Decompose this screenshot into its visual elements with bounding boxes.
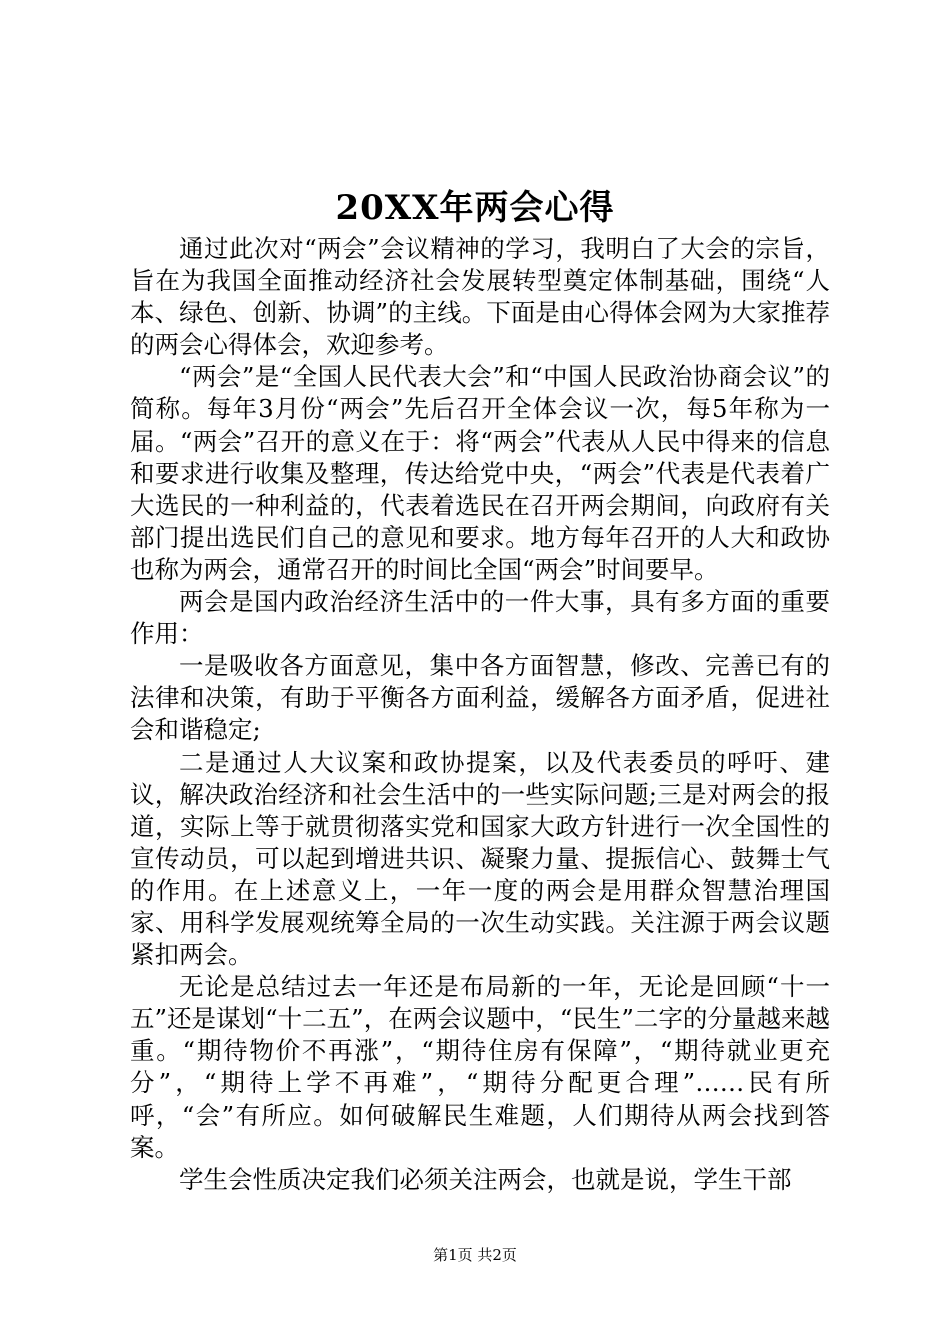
page-number-footer: 第1页 共2页 [433,1246,517,1264]
paragraph: 两会是国内政治经济生活中的一件大事，具有多方面的重要作用： [130,587,830,649]
paragraph: 学生会性质决定我们必须关注两会，也就是说，学生干部 [179,1164,792,1194]
paragraph: 通过此次对“两会”会议精神的学习，我明白了大会的宗旨，旨在为我国全面推动经济社会发展转型奠定体制基础，围绕“人本、绿色、创新、协调”的主线。下面是由心得体会网为大家推荐的两会心得体会，欢迎参考。 [130,234,830,360]
paragraph: “两会”是“全国人民代表大会”和“中国人民政治协商会议”的简称。每年3月份“两会”先后召开全体会议一次，每5年称为一届。“两会”召开的意义在于：将“两会”代表从人民中得来的信息和要求进行收集及整理，传达给党中央，“两会”代表是代表着广大选民的一种利益的，代表着选民在召开两会期间，向政府有关部门提出选民们自己的意见和要求。地方每年召开的人大和政协也称为两会，通常召开的时间比全国“两会”时间要早。 [130,362,830,584]
paragraph: 二是通过人大议案和政协提案，以及代表委员的呼吁、建议，解决政治经济和社会生活中的一些实际问题;三是对两会的报道，实际上等于就贯彻落实党和国家大政方针进行一次全国性的宣传动员，可以起到增进共识、凝聚力量、提振信心、鼓舞士气的作用。在上述意义上，一年一度的两会是用群众智慧治理国家、用科学发展观统筹全局的一次生动实践。关注源于两会议题紧扣两会。 [130,747,830,970]
document-title: 20XX年两会心得 [335,188,615,228]
paragraph: 无论是总结过去一年还是布局新的一年，无论是回顾“十一五”还是谋划“十二五”，在两会议题中，“民生”二字的分量越来越重。“期待物价不再涨”，“期待住房有保障”，“期待就业更充分”，“期待上学不再难”，“期待分配更合理”……民有所呼，“会”有所应。如何破解民生难题，人们期待从两会找到答案。 [130,972,830,1162]
paragraph: 一是吸收各方面意见，集中各方面智慧，修改、完善已有的法律和决策，有助于平衡各方面利益，缓解各方面矛盾，促进社会和谐稳定; [130,651,830,745]
document-body [130,233,830,1196]
